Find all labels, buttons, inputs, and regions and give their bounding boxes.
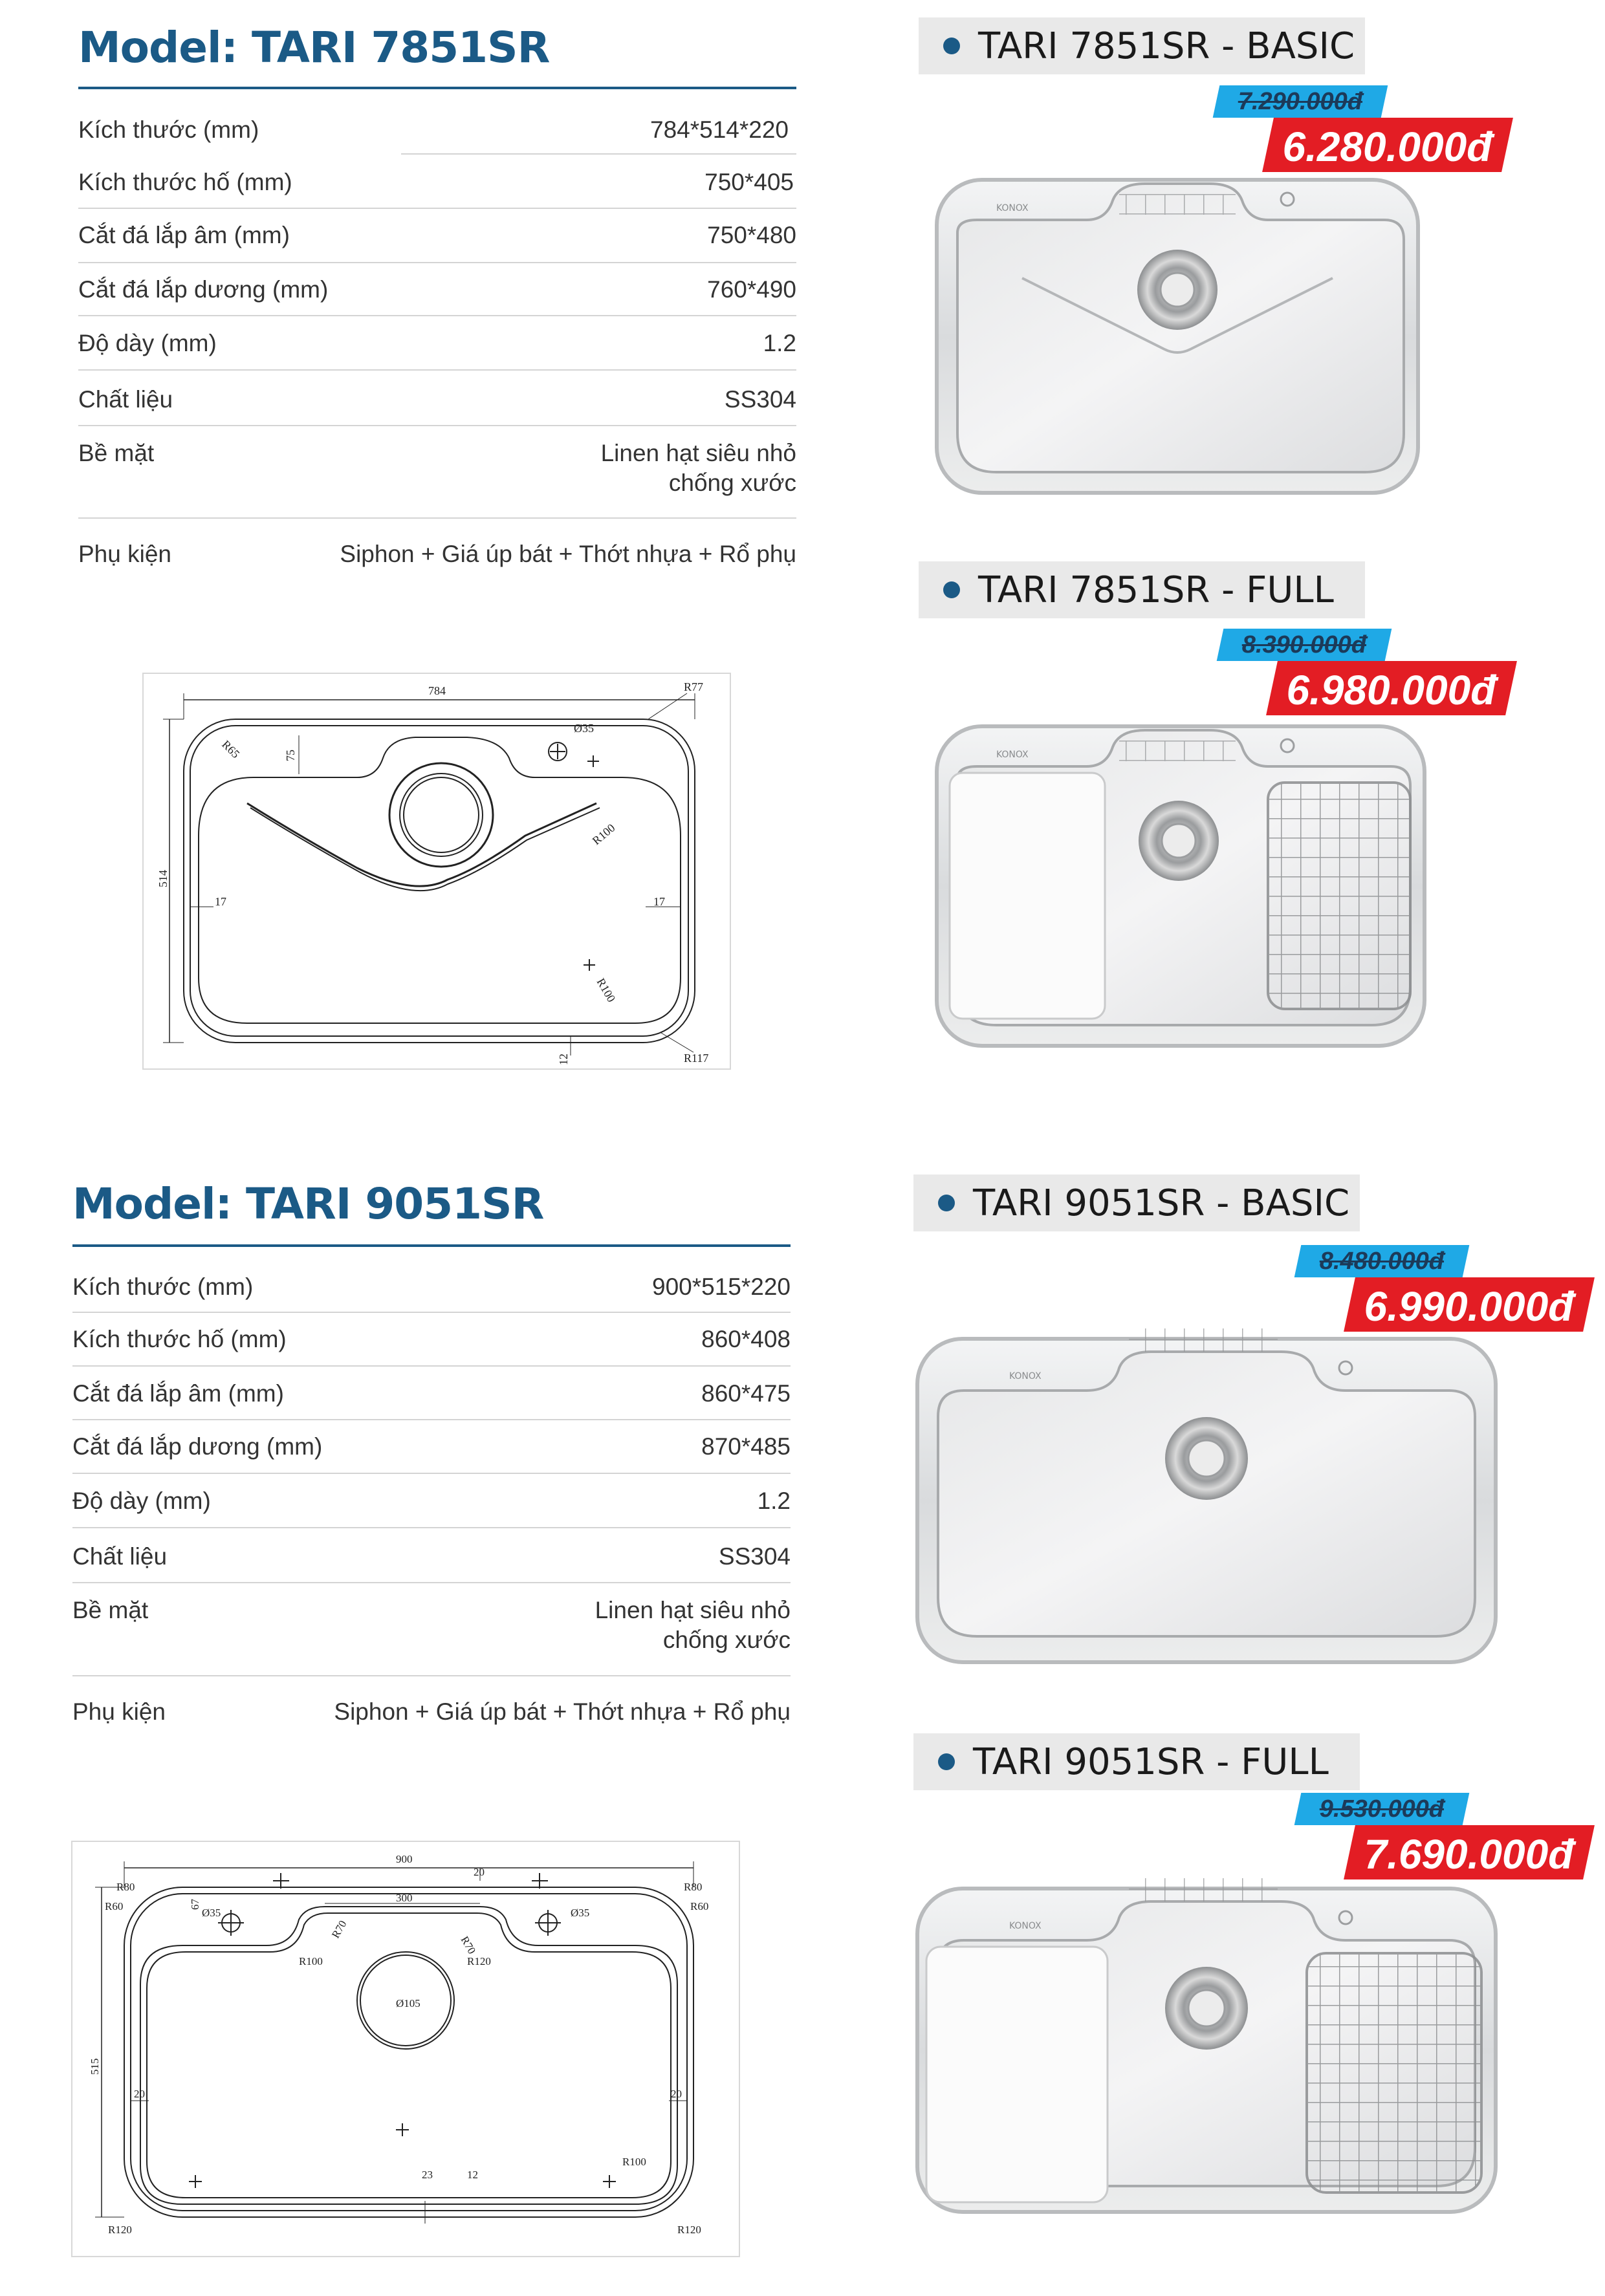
new-price-badge [1262,118,1513,172]
title-underline [72,1244,791,1247]
spec-divider [78,262,796,263]
old-price: 7.290.000đ [1238,88,1363,115]
variant-label-full [919,561,1365,618]
svg-text:R120: R120 [108,2224,132,2236]
old-price-badge [1294,1245,1470,1277]
spec-divider [72,1365,791,1367]
svg-text:R117: R117 [684,1052,709,1065]
old-price-badge [1294,1793,1470,1825]
svg-text:R80: R80 [116,1881,135,1893]
svg-text:Ø35: Ø35 [574,722,594,735]
spec-value: 870*485 [701,1433,791,1460]
brand-mark: KONOX [996,750,1029,760]
spec-value: SS304 [724,386,796,413]
svg-text:R120: R120 [467,1955,491,1967]
old-price-badge [1213,85,1388,118]
spec-value: 1.2 [763,330,796,356]
spec-divider [72,1582,791,1583]
new-price: 6.280.000đ [1282,124,1492,170]
svg-text:20: 20 [671,2088,682,2100]
svg-text:R120: R120 [677,2224,701,2236]
spec-value: SS304 [718,1543,791,1570]
svg-text:17: 17 [653,895,665,908]
svg-text:R65: R65 [219,737,243,761]
spec-label: Kích thước hố (mm) [78,169,292,195]
brand-mark: KONOX [1009,1371,1042,1381]
brand-mark: KONOX [996,203,1029,213]
model-title: Model: TARI 9051SR [72,1179,544,1229]
spec-value: 900*515*220 [652,1273,791,1300]
variant-name: TARI 7851SR - BASIC [978,25,1355,67]
brand-mark: KONOX [1009,1921,1042,1931]
svg-text:R100: R100 [589,821,618,848]
spec-value: Siphon + Giá úp bát + Thớt nhựa + Rổ phụ [340,541,796,567]
svg-text:R70: R70 [329,1918,349,1940]
svg-text:R60: R60 [105,1900,124,1912]
spec-divider [78,208,796,209]
spec-label: Bề mặt [78,440,155,466]
bullet-icon [943,581,960,598]
svg-text:Ø35: Ø35 [571,1907,590,1919]
spec-divider [78,517,796,519]
spec-value-line2: chống xước [668,470,796,496]
spec-label: Kích thước hố (mm) [72,1326,287,1352]
spec-label: Cắt đá lắp dương (mm) [78,276,329,303]
spec-value: Siphon + Giá úp bát + Thớt nhựa + Rổ phụ [334,1698,791,1725]
spec-divider [78,425,796,426]
sink-photo-full [912,1869,1501,2218]
svg-text:12: 12 [557,1054,570,1065]
svg-text:Ø105: Ø105 [396,1997,420,2009]
spec-divider [72,1527,791,1528]
spec-label: Phụ kiện [72,1698,166,1725]
svg-text:12: 12 [467,2169,478,2181]
dim-width-label: 784 [428,684,446,697]
model-title: Model: TARI 7851SR [78,23,550,72]
svg-text:R100: R100 [622,2156,646,2168]
sink-photo-basic [932,175,1423,498]
spec-label: Độ dày (mm) [78,330,217,356]
spec-label: Kích thước (mm) [78,116,259,143]
spec-value: 750*480 [707,222,796,248]
svg-text:515: 515 [89,2058,101,2075]
svg-text:Ø35: Ø35 [202,1907,221,1919]
old-price-badge [1217,629,1392,661]
spec-divider [72,1312,791,1313]
title-underline [78,87,796,89]
spec-label: Cắt đá lắp dương (mm) [72,1433,323,1460]
svg-text:20: 20 [474,1866,485,1878]
variant-name: TARI 9051SR - FULL [973,1741,1329,1783]
variant-name: TARI 9051SR - BASIC [973,1182,1350,1224]
svg-text:R80: R80 [684,1881,703,1893]
svg-text:R100: R100 [594,976,618,1004]
spec-label: Chất liệu [72,1543,168,1570]
svg-text:514: 514 [157,870,169,887]
spec-value: 760*490 [707,276,796,303]
spec-label: Chất liệu [78,386,173,413]
spec-label: Phụ kiện [78,541,171,567]
new-price: 7.690.000đ [1364,1831,1574,1878]
spec-divider [72,1675,791,1676]
svg-text:900: 900 [396,1853,413,1865]
spec-divider [401,153,796,155]
spec-label: Cắt đá lắp âm (mm) [78,222,290,248]
new-price: 6.990.000đ [1364,1283,1574,1330]
variant-label-full [913,1733,1360,1790]
variant-label-basic [919,17,1365,74]
technical-drawing [142,673,731,1070]
spec-row [78,440,796,504]
old-price: 8.390.000đ [1241,631,1367,658]
dim-corner-label: R77 [684,680,704,693]
spec-value-line2: chống xước [662,1627,791,1653]
variant-name: TARI 7851SR - FULL [978,569,1334,611]
svg-text:17: 17 [215,895,226,908]
spec-value: 1.2 [757,1488,791,1514]
bullet-icon [943,38,960,54]
sink-outline-drawing [72,1842,739,2256]
spec-value: 784*514*220 [650,116,789,143]
technical-drawing [71,1841,740,2257]
spec-label: Kích thước (mm) [72,1273,254,1300]
spec-value: 750*405 [704,169,794,195]
old-price: 8.480.000đ [1319,1248,1445,1275]
spec-value: 860*408 [701,1326,791,1352]
svg-text:R100: R100 [299,1955,323,1967]
svg-text:75: 75 [284,750,297,761]
old-price: 9.530.000đ [1319,1795,1445,1823]
svg-text:300: 300 [396,1892,413,1904]
sink-outline-drawing [144,674,730,1068]
svg-text:R60: R60 [690,1900,709,1912]
variant-label-basic [913,1175,1360,1231]
bullet-icon [938,1195,955,1211]
bullet-icon [938,1753,955,1770]
sink-photo-basic [912,1319,1501,1669]
spec-label: Cắt đá lắp âm (mm) [72,1380,284,1407]
spec-divider [72,1473,791,1474]
new-price: 6.980.000đ [1286,667,1496,713]
spec-label: Bề mặt [72,1597,149,1623]
new-price-badge [1266,661,1517,715]
spec-label: Độ dày (mm) [72,1488,211,1514]
sink-photo-full [932,721,1430,1051]
spec-divider [78,369,796,371]
spec-divider [78,315,796,316]
spec-divider [72,1419,791,1420]
spec-value: Linen hạt siêu nhỏ [595,1597,791,1623]
svg-text:23: 23 [422,2169,433,2181]
svg-text:R70: R70 [458,1934,479,1956]
svg-text:20: 20 [134,2088,145,2100]
spec-value: 860*475 [701,1380,791,1407]
spec-row [72,1597,791,1662]
spec-value: Linen hạt siêu nhỏ [600,440,796,466]
svg-text:67: 67 [189,1899,201,1910]
